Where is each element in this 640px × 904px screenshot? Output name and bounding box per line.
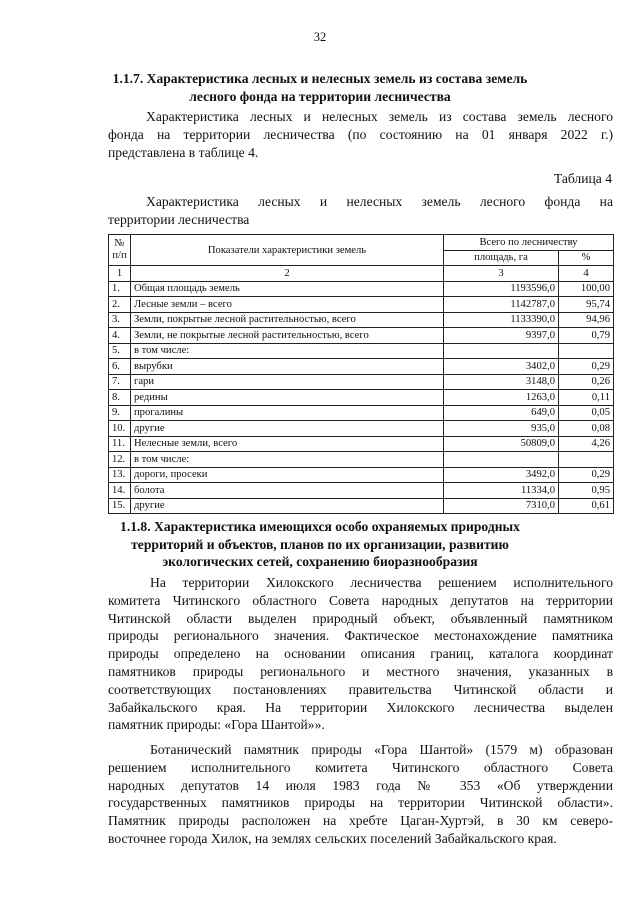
header-num: № п/п [109,235,131,266]
row-area: 9397,0 [444,328,559,344]
row-area: 1133390,0 [444,312,559,328]
row-percent: 0,05 [559,405,614,421]
paragraph-line: восточнее города Хилок, на землях сельских поселений Забайкальского края. [108,830,557,846]
row-area: 50809,0 [444,436,559,452]
row-area: 935,0 [444,421,559,437]
row-number: 12. [109,452,131,468]
row-area: 1263,0 [444,390,559,406]
column-number-row [109,266,614,282]
paragraph-line: Характеристика лесных и нелесных земель из состава земель лесного [146,109,613,124]
row-indicator: Нелесные земли, всего [131,436,444,452]
table-row [109,390,614,406]
paragraph-line: представлена в таблице 4. [108,144,259,160]
row-area: 1193596,0 [444,281,559,297]
col-number: 3 [444,266,559,282]
protected-areas-paragraph [108,574,613,734]
row-percent: 94,96 [559,312,614,328]
col-number: 1 [109,266,131,282]
row-indicator: в том числе: [131,343,444,359]
table-header-row [109,235,614,251]
row-area: 11334,0 [444,483,559,499]
table-row [109,452,614,468]
paragraph-line: решением исполнительного комитета Читинского областного Совета [108,759,613,775]
row-percent [559,343,614,359]
row-area [444,452,559,468]
paragraph-line: На территории Хилокского лесничества решением исполнительного [150,575,613,590]
row-indicator: вырубки [131,359,444,375]
section-title-line: экологических сетей, сохранению биоразнообразия [162,554,478,569]
row-number: 11. [109,436,131,452]
paragraph-line: Читинской области выделен природный объект, объявленный памятником [108,610,613,626]
row-indicator: в том числе: [131,452,444,468]
paragraph-line: природы определено на основании описания границ, каталога координат [108,646,613,662]
table-row [109,405,614,421]
row-indicator: другие [131,421,444,437]
row-indicator: Лесные земли – всего [131,297,444,313]
row-number: 10. [109,421,131,437]
table-row [109,359,614,375]
paragraph-line: Ботанический памятник природы «Гора Шантой» (1579 м) образован [150,742,613,757]
row-indicator: Земли, не покрытые лесной растительностью, всего [131,328,444,344]
row-percent: 4,26 [559,436,614,452]
table-body [109,281,614,514]
row-number: 4. [109,328,131,344]
botanical-monument-paragraph [108,741,613,848]
table-row [109,343,614,359]
row-percent: 0,95 [559,483,614,499]
header-total: Всего по лесничеству [444,235,614,251]
caption-line: территории лесничества [108,211,250,227]
row-number: 5. [109,343,131,359]
header-indicator: Показатели характеристики земель [131,235,444,266]
row-number: 9. [109,405,131,421]
row-area: 649,0 [444,405,559,421]
row-percent: 0,79 [559,328,614,344]
intro-paragraph [108,108,613,161]
row-indicator: прогалины [131,405,444,421]
row-percent: 0,29 [559,467,614,483]
table-row [109,467,614,483]
paragraph-line: народных депутатов 14 июля 1983 года № 353 «Об утверждении [108,777,613,793]
row-indicator: редины [131,390,444,406]
row-percent: 100,00 [559,281,614,297]
row-number: 3. [109,312,131,328]
row-number: 14. [109,483,131,499]
row-number: 1. [109,281,131,297]
row-area [444,343,559,359]
table-row [109,297,614,313]
row-percent: 0,08 [559,421,614,437]
row-area: 7310,0 [444,498,559,514]
section-title-line: 1.1.7. Характеристика лесных и нелесных земель из состава земель [112,71,528,86]
row-area: 3492,0 [444,467,559,483]
table-row [109,312,614,328]
row-percent: 0,26 [559,374,614,390]
row-indicator: Общая площадь земель [131,281,444,297]
paragraph-line: природы регионального значения. Фактическое местонахождение памятника [108,628,613,644]
table-row [109,328,614,344]
row-indicator: другие [131,498,444,514]
paragraph-line: комитета Читинского областного Совета народных депутатов на территории [108,592,613,608]
row-number: 8. [109,390,131,406]
section-title-line: 1.1.8. Характеристика имеющихся особо охраняемых природных [120,519,520,534]
paragraph-line: государственных памятников природы на территории Читинской области». [108,795,613,811]
header-percent: % [559,250,614,266]
row-area: 3148,0 [444,374,559,390]
col-number: 2 [131,266,444,282]
header-area: площадь, га [444,250,559,266]
row-percent [559,452,614,468]
table-caption [108,193,613,229]
row-indicator: болота [131,483,444,499]
row-percent: 0,11 [559,390,614,406]
col-number: 4 [559,266,614,282]
row-percent: 0,29 [559,359,614,375]
table-row [109,374,614,390]
paragraph-line: Забайкальского края. На территории Хилокского лесничества выделен [108,699,613,715]
row-indicator: Земли, покрытые лесной растительностью, всего [131,312,444,328]
section-title-1-1-8 [108,518,532,571]
page-number: 32 [313,30,327,44]
row-area: 3402,0 [444,359,559,375]
section-title-line: лесного фонда на территории лесничества [189,88,451,104]
table-row [109,498,614,514]
land-characteristics-table [108,234,614,514]
row-indicator: гари [131,374,444,390]
row-number: 7. [109,374,131,390]
paragraph-line: памятников природы регионального и местного значения, указанных в [108,663,613,679]
row-indicator: дороги, просеки [131,467,444,483]
row-number: 13. [109,467,131,483]
paragraph-line: Памятник природы расположен на хребте Цаган-Хуртэй, в 30 км северо- [108,813,613,829]
section-title-line: территорий и объектов, планов по их организации, развитию [131,536,509,552]
row-number: 6. [109,359,131,375]
table-row [109,421,614,437]
row-percent: 95,74 [559,297,614,313]
section-title-1-1-7 [108,70,532,105]
table-row [109,281,614,297]
table-label: Таблица 4 [553,171,612,186]
paragraph-line: фонда на территории лесничества (по состоянию на 01 января 2022 г.) [108,126,613,142]
row-number: 2. [109,297,131,313]
table-row [109,436,614,452]
caption-line: Характеристика лесных и нелесных земель лесного фонда на [146,194,613,209]
row-number: 15. [109,498,131,514]
paragraph-line: соответствующих постановлениях правительства Читинской области и [108,681,613,697]
row-percent: 0,61 [559,498,614,514]
table-row [109,483,614,499]
paragraph-line: памятник природы: «Гора Шантой»». [108,717,325,733]
row-area: 1142787,0 [444,297,559,313]
